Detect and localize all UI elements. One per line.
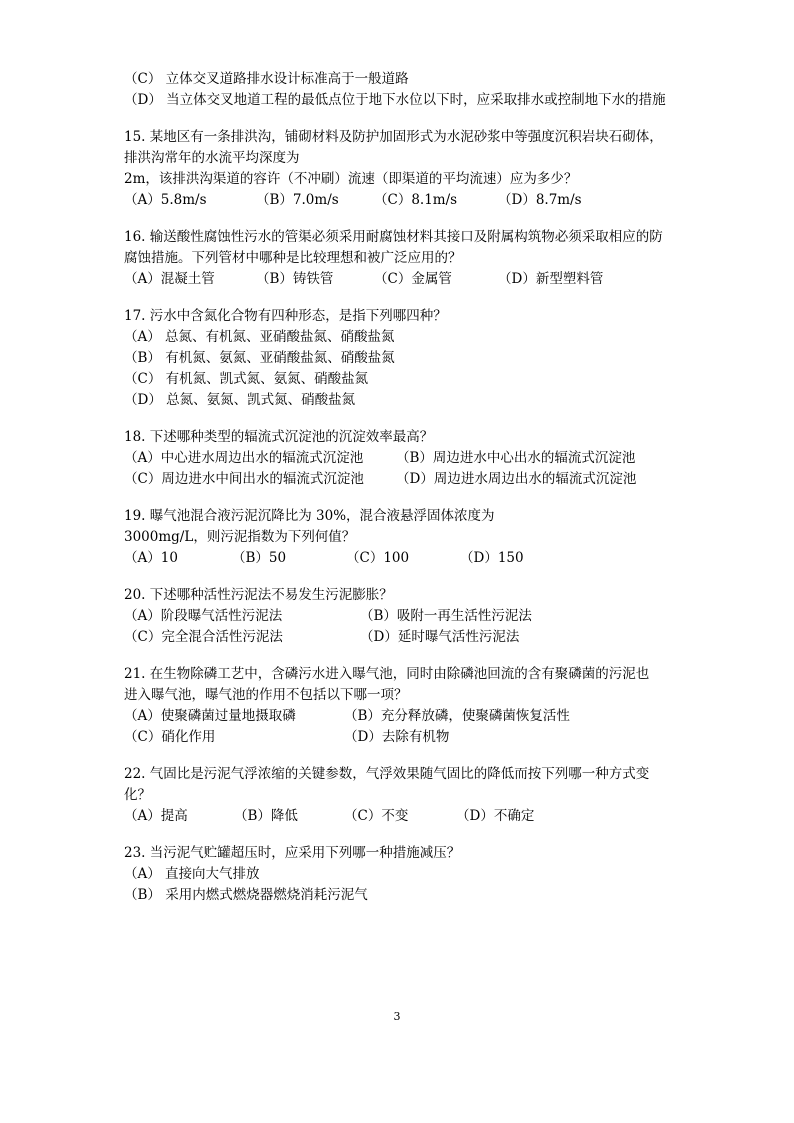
option-c: （C） 有机氮、凯式氮、氨氮、硝酸盐氮 bbox=[124, 371, 369, 387]
question-22 bbox=[124, 764, 674, 827]
option-c: （C）不变 bbox=[344, 808, 409, 824]
option-b: （B）7.0m/s bbox=[256, 192, 339, 208]
option-a: （A） 直接向大气排放 bbox=[124, 866, 260, 882]
question-stem: 23. 当污泥气贮罐超压时，应采用下列哪一种措施减压？ bbox=[124, 845, 461, 861]
question-stem: 腐蚀措施。下列管材中哪种是比较理想和被广泛应用的？ bbox=[124, 250, 462, 266]
options-row bbox=[124, 469, 674, 490]
question-stem: 3000mg/L，则污泥指数为下列何值？ bbox=[124, 529, 356, 545]
question-stem: 22. 气固比是污泥气浮浓缩的关键参数，气浮效果随气固比的降低而按下列哪一种方式变 bbox=[124, 766, 650, 782]
option-d: （D）延时曝气活性污泥法 bbox=[360, 629, 520, 645]
option-d: （D）周边进水周边出水的辐流式沉淀池 bbox=[396, 471, 637, 487]
question-stem: 17. 污水中含氮化合物有四种形态，是指下列哪四种？ bbox=[124, 308, 447, 324]
question-16 bbox=[124, 227, 674, 290]
options-row bbox=[124, 627, 674, 648]
document-page bbox=[124, 69, 674, 906]
option-d: （D）不确定 bbox=[456, 808, 535, 824]
question-23 bbox=[124, 843, 674, 906]
option-b: （B）铸铁管 bbox=[256, 271, 334, 287]
option-b: （B）降低 bbox=[234, 808, 298, 824]
question-17 bbox=[124, 306, 674, 411]
options-row bbox=[124, 448, 674, 469]
question-21 bbox=[124, 664, 674, 748]
option-a: （A）10 bbox=[124, 550, 178, 566]
question-18 bbox=[124, 427, 674, 490]
option-a: （A）阶段曝气活性污泥法 bbox=[124, 608, 283, 624]
question-stem: 2m，该排洪沟渠道的容许（不冲刷）流速（即渠道的平均流速）应为多少？ bbox=[124, 171, 578, 187]
option-a: （A） 总氮、有机氮、亚硝酸盐氮、硝酸盐氮 bbox=[124, 329, 395, 345]
options-row bbox=[124, 727, 674, 748]
question-stem: 化？ bbox=[124, 787, 151, 803]
option-a: （A）提高 bbox=[124, 808, 188, 824]
question-20 bbox=[124, 585, 674, 648]
option-b: （B）周边进水中心出水的辐流式沉淀池 bbox=[396, 450, 636, 466]
options-row bbox=[124, 548, 674, 569]
option-c: （C）8.1m/s bbox=[374, 192, 458, 208]
option-d: （D）新型塑料管 bbox=[498, 271, 604, 287]
option-c: （C）金属管 bbox=[374, 271, 452, 287]
option-b: （B） 有机氮、氨氮、亚硝酸盐氮、硝酸盐氮 bbox=[124, 350, 395, 366]
option-b: （B）充分释放磷，使聚磷菌恢复活性 bbox=[344, 708, 570, 724]
options-row bbox=[124, 806, 674, 827]
question-15 bbox=[124, 127, 674, 211]
option-d: （D）150 bbox=[460, 550, 524, 566]
option-c: （C） 立体交叉道路排水设计标准高于一般道路 bbox=[124, 71, 409, 87]
option-b: （B）吸附一再生活性污泥法 bbox=[360, 608, 532, 624]
page-number: 3 bbox=[393, 1010, 401, 1023]
options-row bbox=[124, 190, 674, 211]
option-d: （D） 总氮、氨氮、凯式氮、硝酸盐氮 bbox=[124, 392, 356, 408]
question-stem: 16. 输送酸性腐蚀性污水的管渠必须采用耐腐蚀材料其接口及附属构筑物必须采取相应的防 bbox=[124, 229, 663, 245]
option-d: （D）8.7m/s bbox=[498, 192, 582, 208]
option-d: （D） 当立体交叉地道工程的最低点位于地下水位以下时，应采取排水或控制地下水的措施 bbox=[124, 92, 666, 108]
option-a: （A）5.8m/s bbox=[124, 192, 207, 208]
option-c: （C）完全混合活性污泥法 bbox=[124, 629, 283, 645]
question-19 bbox=[124, 506, 674, 569]
question-14-tail bbox=[124, 69, 674, 111]
option-c: （C）周边进水中间出水的辐流式沉淀池 bbox=[124, 471, 364, 487]
question-stem: 20. 下述哪种活性污泥法不易发生污泥膨胀？ bbox=[124, 587, 393, 603]
option-a: （A）混凝土管 bbox=[124, 271, 215, 287]
option-b: （B）50 bbox=[232, 550, 287, 566]
question-stem: 15. 某地区有一条排洪沟，铺砌材料及防护加固形式为水泥砂浆中等强度沉积岩块石砌体， bbox=[124, 129, 663, 145]
question-stem: 21. 在生物除磷工艺中，含磷污水进入曝气池，同时由除磷池回流的含有聚磷菌的污泥也 bbox=[124, 666, 650, 682]
option-b: （B） 采用内燃式燃烧器燃烧消耗污泥气 bbox=[124, 887, 368, 903]
question-stem: 进入曝气池，曝气池的作用不包括以下哪一项？ bbox=[124, 687, 408, 703]
options-row bbox=[124, 269, 674, 290]
option-c: （C）100 bbox=[346, 550, 410, 566]
option-a: （A）中心进水周边出水的辐流式沉淀池 bbox=[124, 450, 364, 466]
option-c: （C）硝化作用 bbox=[124, 729, 216, 745]
question-stem: 排洪沟常年的水流平均深度为 bbox=[124, 150, 300, 166]
question-stem: 18. 下述哪种类型的辐流式沉淀池的沉淀效率最高？ bbox=[124, 429, 434, 445]
option-d: （D）去除有机物 bbox=[344, 729, 450, 745]
option-a: （A）使聚磷菌过量地摄取磷 bbox=[124, 708, 296, 724]
options-row bbox=[124, 606, 674, 627]
options-row bbox=[124, 706, 674, 727]
question-stem: 19. 曝气池混合液污泥沉降比为 30%，混合液悬浮固体浓度为 bbox=[124, 508, 495, 524]
